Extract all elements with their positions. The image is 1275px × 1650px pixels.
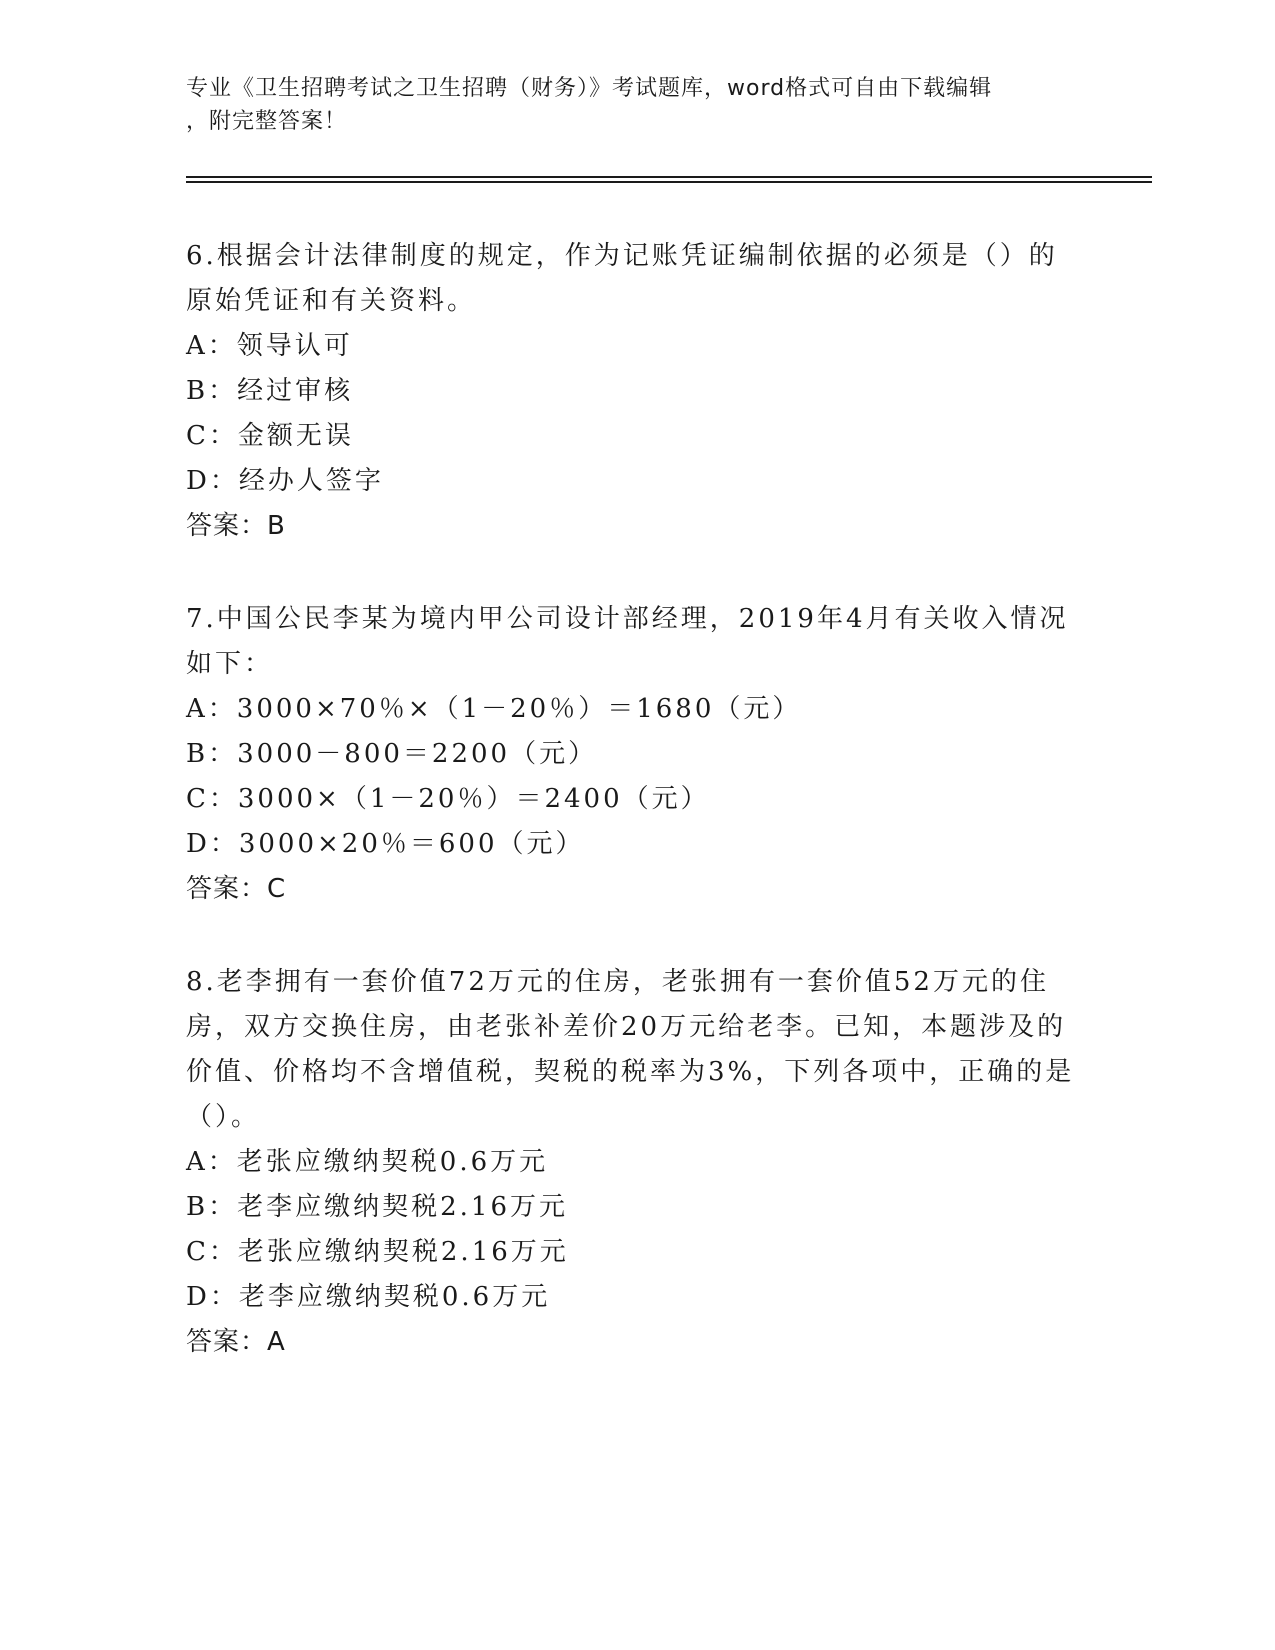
- answer: 答案：A: [186, 1327, 286, 1357]
- option-a: A：领导认可: [186, 331, 353, 361]
- option-b: B：3000－800＝2200（元）: [186, 739, 598, 769]
- question-6: [186, 234, 1076, 549]
- question-text-line: 房，双方交换住房，由老张补差价20万元给老李。已知，本题涉及的: [186, 1012, 1067, 1042]
- header-line-1: 专业《卫生招聘考试之卫生招聘（财务）》考试题库，word格式可自由下载编辑: [186, 76, 993, 101]
- question-8: [186, 960, 1076, 1365]
- option-d: D：老李应缴纳契税0.6万元: [186, 1282, 551, 1312]
- header-divider-top: [186, 176, 1152, 178]
- answer: 答案：B: [186, 511, 286, 541]
- question-text-line: 如下：: [186, 649, 274, 679]
- question-text-line: 原始凭证和有关资料。: [186, 286, 477, 316]
- header-line-2: ，附完整答案！: [186, 109, 348, 134]
- option-c: C：3000×（1－20％）＝2400（元）: [186, 784, 710, 814]
- question-text-line: （）。: [186, 1102, 261, 1132]
- question-7: [186, 597, 1076, 912]
- option-a: A：老张应缴纳契税0.6万元: [186, 1147, 549, 1177]
- question-text-line: 7.中国公民李某为境内甲公司设计部经理，2019年4月有关收入情况: [186, 604, 1069, 634]
- option-c: C：金额无误: [186, 421, 354, 451]
- document-header: [186, 72, 1066, 138]
- option-d: D：3000×20％＝600（元）: [186, 829, 585, 859]
- option-a: A：3000×70％×（1－20％）＝1680（元）: [186, 694, 802, 724]
- option-d: D：经办人签字: [186, 466, 384, 496]
- answer: 答案：C: [186, 874, 287, 904]
- header-divider-bottom: [186, 181, 1152, 183]
- option-c: C：老张应缴纳契税2.16万元: [186, 1237, 569, 1267]
- question-text-line: 8.老李拥有一套价值72万元的住房，老张拥有一套价值52万元的住: [186, 967, 1049, 997]
- option-b: B：经过审核: [186, 376, 354, 406]
- question-text-line: 价值、价格均不含增值税，契税的税率为3%，下列各项中，正确的是: [186, 1057, 1075, 1087]
- option-b: B：老李应缴纳契税2.16万元: [186, 1192, 568, 1222]
- question-text-line: 6.根据会计法律制度的规定，作为记账凭证编制依据的必须是（）的: [186, 241, 1058, 271]
